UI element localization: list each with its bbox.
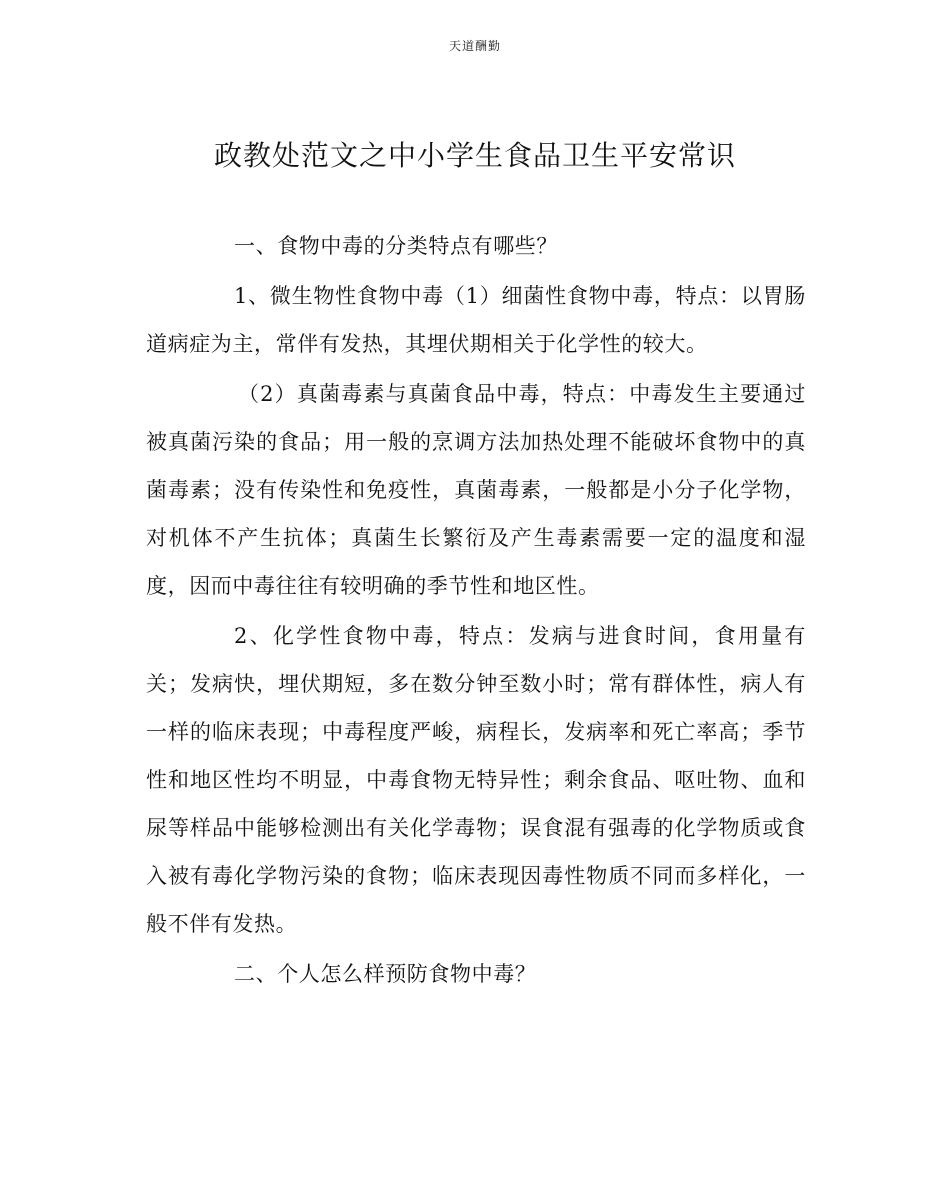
section-heading-1: 一、食物中毒的分类特点有哪些？ [234, 234, 558, 258]
paragraph-microbial: 1、微生物性食物中毒（1）细菌性食物中毒，特点：以胃肠道病症为主，常伴有发热，其埋伏期相关于化学性的较大。 [146, 284, 806, 356]
paragraph-chemical: 2、化学性食物中毒，特点：发病与进食时间，食用量有关；发病快，埋伏期短，多在数分钟至数小时；常有群体性，病人有一样的临床表现；中毒程度严峻，病程长，发病率和死亡率高；季节性和地区性均不明显，中毒食物无特异性；剩余食品、呕吐物、血和尿等样品中能够检测出有关化学毒物；误食混有强毒的化学物质或食入被有毒化学物污染的食物；临床表现因毒性物质不同而多样化，一般不伴有发热。 [146, 624, 806, 936]
document-body [146, 222, 806, 998]
paragraph-fungal: （2）真菌毒素与真菌食品中毒，特点：中毒发生主要通过被真菌污染的食品；用一般的烹调方法加热处理不能破坏食物中的真菌毒素；没有传染性和免疫性，真菌毒素，一般都是小分子化学物，对机体不产生抗体；真菌生长繁衍及产生毒素需要一定的温度和湿度，因而中毒往往有较明确的季节性和地区性。 [146, 382, 806, 598]
page-header: 天道酬勤 [448, 39, 501, 53]
section-heading-2: 二、个人怎么样预防食物中毒？ [234, 962, 537, 986]
document-title: 政教处范文之中小学生食品卫生平安常识 [213, 139, 736, 172]
